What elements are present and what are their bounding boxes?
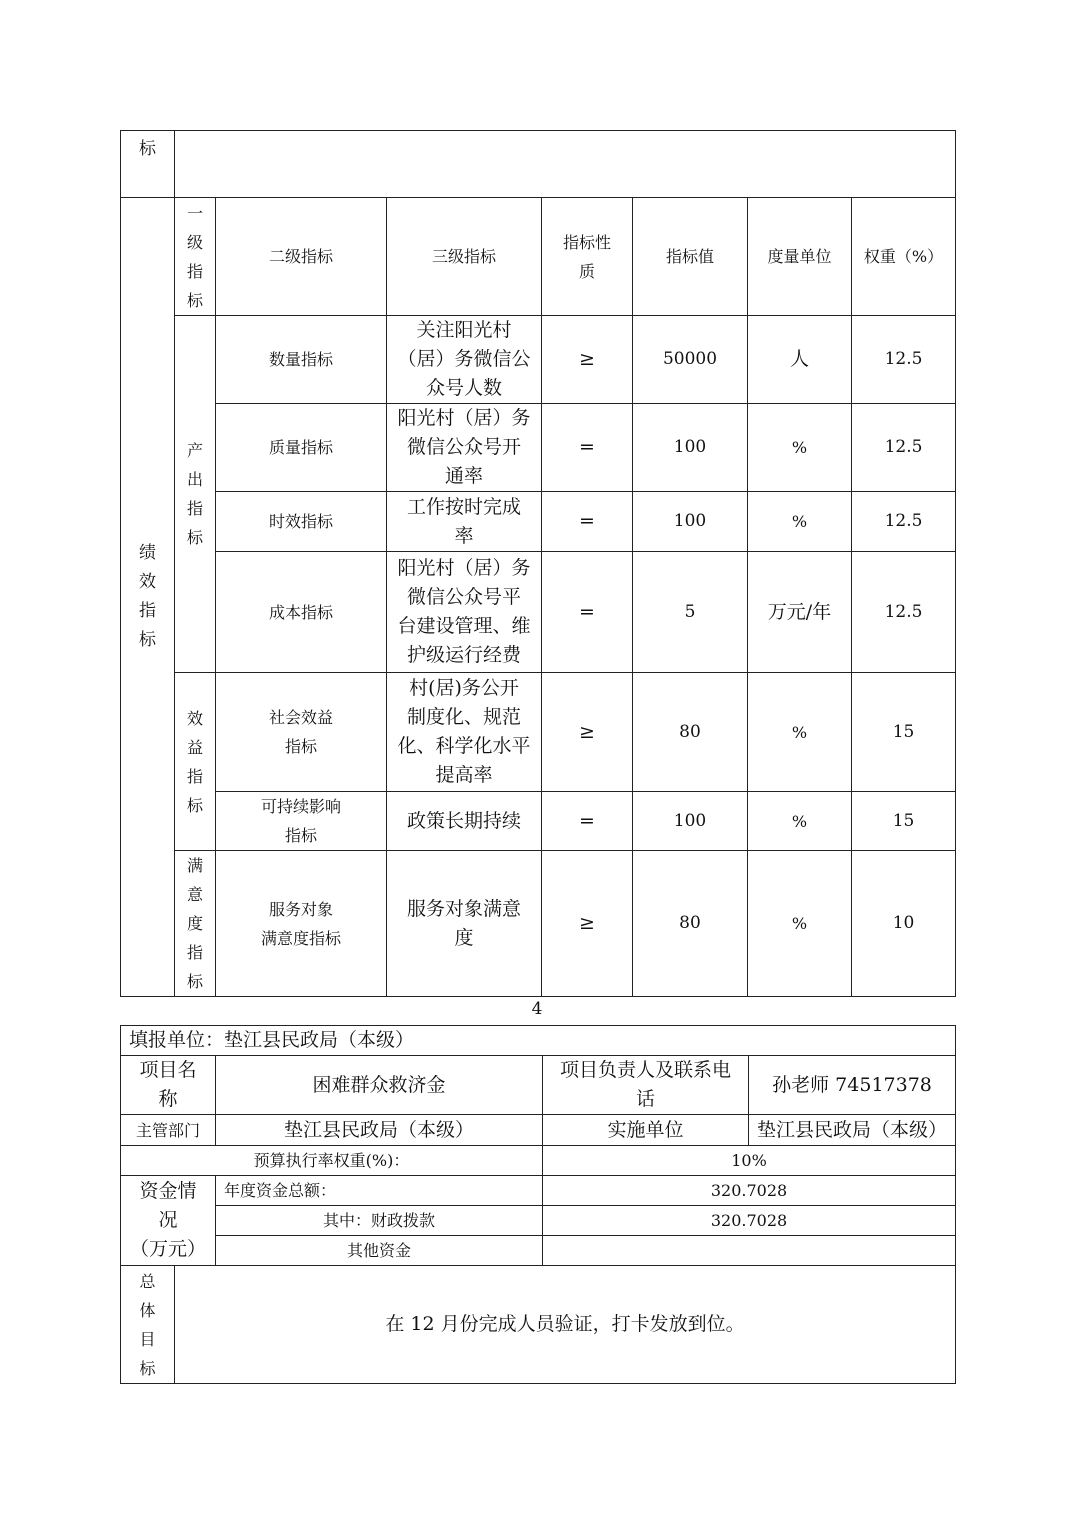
row-unit: % bbox=[748, 792, 852, 851]
budget-rate-value: 10% bbox=[543, 1146, 956, 1176]
row-nature: ≥ bbox=[542, 851, 633, 997]
row-weight: 10 bbox=[852, 851, 956, 997]
header-level2: 二级指标 bbox=[216, 198, 387, 316]
group-benefit: 效 益 指 标 bbox=[175, 673, 216, 851]
row-weight: 12.5 bbox=[852, 492, 956, 552]
row-nature: ≥ bbox=[542, 673, 633, 792]
other-funds-label: 其他资金 bbox=[216, 1236, 543, 1266]
row-value: 100 bbox=[633, 404, 748, 492]
overall-goal-label: 总 体 目 标 bbox=[121, 1266, 175, 1384]
header-nature: 指标性 质 bbox=[542, 198, 633, 316]
row-level3: 阳光村（居）务 微信公众号开 通率 bbox=[387, 404, 542, 492]
overall-goal-text: 在 12 月份完成人员验证，打卡发放到位。 bbox=[175, 1266, 956, 1384]
row-level2: 社会效益 指标 bbox=[216, 673, 387, 792]
row-unit: % bbox=[748, 404, 852, 492]
target-content-cell bbox=[175, 131, 956, 198]
row-weight: 12.5 bbox=[852, 404, 956, 492]
header-level3: 三级指标 bbox=[387, 198, 542, 316]
row-level3: 村(居)务公开 制度化、规范 化、科学化水平 提高率 bbox=[387, 673, 542, 792]
dept-value: 垫江县民政局（本级） bbox=[216, 1115, 543, 1146]
row-value: 80 bbox=[633, 673, 748, 792]
row-nature: = bbox=[542, 792, 633, 851]
row-unit: 人 bbox=[748, 316, 852, 404]
header-level1: 一 级 指 标 bbox=[175, 198, 216, 316]
row-unit: % bbox=[748, 673, 852, 792]
fiscal-value: 320.7028 bbox=[543, 1206, 956, 1236]
impl-label: 实施单位 bbox=[543, 1115, 749, 1146]
row-unit: % bbox=[748, 492, 852, 552]
row-weight: 12.5 bbox=[852, 552, 956, 673]
row-nature: = bbox=[542, 552, 633, 673]
row-level2: 时效指标 bbox=[216, 492, 387, 552]
row-level2: 可持续影响 指标 bbox=[216, 792, 387, 851]
row-unit: 万元/年 bbox=[748, 552, 852, 673]
row-weight: 15 bbox=[852, 792, 956, 851]
dept-label: 主管部门 bbox=[121, 1115, 216, 1146]
row-nature: ≥ bbox=[542, 316, 633, 404]
row-level3: 服务对象满意 度 bbox=[387, 851, 542, 997]
annual-total-label: 年度资金总额： bbox=[216, 1176, 543, 1206]
row-value: 5 bbox=[633, 552, 748, 673]
row-level2: 成本指标 bbox=[216, 552, 387, 673]
page-number: 4 bbox=[531, 999, 543, 1019]
row-level2: 数量指标 bbox=[216, 316, 387, 404]
row-value: 80 bbox=[633, 851, 748, 997]
row-level3: 阳光村（居）务 微信公众号平 台建设管理、维 护级运行经费 bbox=[387, 552, 542, 673]
other-funds-value bbox=[543, 1236, 956, 1266]
performance-indicator-label: 绩 效 指 标 bbox=[121, 198, 175, 997]
row-level3: 关注阳光村 （居）务微信公 众号人数 bbox=[387, 316, 542, 404]
row-nature: = bbox=[542, 404, 633, 492]
fiscal-label: 其中：财政拨款 bbox=[216, 1206, 543, 1236]
contact-value: 孙老师 74517378 bbox=[749, 1056, 956, 1115]
reporting-unit: 填报单位：垫江县民政局（本级） bbox=[121, 1026, 956, 1056]
project-info-table bbox=[120, 1025, 956, 1384]
contact-label: 项目负责人及联系电 话 bbox=[543, 1056, 749, 1115]
row-nature: = bbox=[542, 492, 633, 552]
row-value: 100 bbox=[633, 492, 748, 552]
row-level3: 工作按时完成 率 bbox=[387, 492, 542, 552]
budget-rate-label: 预算执行率权重(%)： bbox=[121, 1146, 543, 1176]
row-value: 50000 bbox=[633, 316, 748, 404]
header-unit: 度量单位 bbox=[748, 198, 852, 316]
group-satisfaction: 满 意 度 指 标 bbox=[175, 851, 216, 997]
impl-value: 垫江县民政局（本级） bbox=[749, 1115, 956, 1146]
header-value: 指标值 bbox=[633, 198, 748, 316]
row-level3: 政策长期持续 bbox=[387, 792, 542, 851]
target-label-fragment: 标 bbox=[121, 131, 175, 198]
row-level2: 服务对象 满意度指标 bbox=[216, 851, 387, 997]
annual-total-value: 320.7028 bbox=[543, 1176, 956, 1206]
performance-indicator-table bbox=[120, 130, 956, 997]
header-weight: 权重（%） bbox=[852, 198, 956, 316]
row-unit: % bbox=[748, 851, 852, 997]
funds-label: 资金情 况 （万元） bbox=[121, 1176, 216, 1266]
row-value: 100 bbox=[633, 792, 748, 851]
project-name-label: 项目名 称 bbox=[121, 1056, 216, 1115]
row-weight: 12.5 bbox=[852, 316, 956, 404]
project-name: 困难群众救济金 bbox=[216, 1056, 543, 1115]
group-output: 产 出 指 标 bbox=[175, 316, 216, 673]
row-level2: 质量指标 bbox=[216, 404, 387, 492]
row-weight: 15 bbox=[852, 673, 956, 792]
